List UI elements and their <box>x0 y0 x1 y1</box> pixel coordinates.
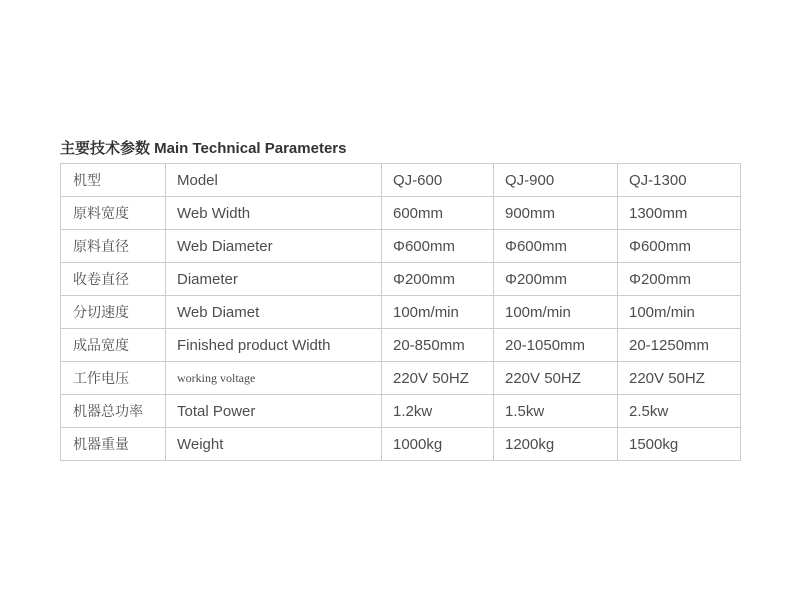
cell-value: 100m/min <box>382 296 494 329</box>
cell-value: Φ600mm <box>494 230 618 263</box>
table-row <box>61 263 741 296</box>
cell-value: QJ-1300 <box>618 164 741 197</box>
row-label-cn: 机型 <box>61 164 166 197</box>
table-row <box>61 230 741 263</box>
row-label-en: Diameter <box>166 263 382 296</box>
row-label-cn: 成品宽度 <box>61 329 166 362</box>
cell-value: 220V 50HZ <box>494 362 618 395</box>
cell-value: QJ-900 <box>494 164 618 197</box>
row-label-en: Web Diameter <box>166 230 382 263</box>
table-row <box>61 362 741 395</box>
cell-value: Φ200mm <box>494 263 618 296</box>
technical-parameters-table <box>60 163 741 461</box>
cell-value: 1300mm <box>618 197 741 230</box>
cell-value: QJ-600 <box>382 164 494 197</box>
row-label-cn: 收卷直径 <box>61 263 166 296</box>
row-label-en: Web Diamet <box>166 296 382 329</box>
row-label-cn: 分切速度 <box>61 296 166 329</box>
cell-value: 600mm <box>382 197 494 230</box>
cell-value: 20-850mm <box>382 329 494 362</box>
cell-value: Φ600mm <box>382 230 494 263</box>
cell-value: 100m/min <box>494 296 618 329</box>
cell-value: Φ600mm <box>618 230 741 263</box>
table-row <box>61 428 741 461</box>
cell-value: 900mm <box>494 197 618 230</box>
cell-value: 1000kg <box>382 428 494 461</box>
row-label-cn: 机器总功率 <box>61 395 166 428</box>
table-row <box>61 329 741 362</box>
cell-value: 1200kg <box>494 428 618 461</box>
row-label-en: Finished product Width <box>166 329 382 362</box>
cell-value: 220V 50HZ <box>382 362 494 395</box>
spec-section <box>60 140 740 461</box>
table-row <box>61 164 741 197</box>
table-row <box>61 197 741 230</box>
cell-value: 20-1050mm <box>494 329 618 362</box>
cell-value: 20-1250mm <box>618 329 741 362</box>
row-label-en: Web Width <box>166 197 382 230</box>
cell-value: 2.5kw <box>618 395 741 428</box>
cell-value: 1.2kw <box>382 395 494 428</box>
section-title: 主要技术参数 Main Technical Parameters <box>60 140 347 157</box>
cell-value: 100m/min <box>618 296 741 329</box>
row-label-cn: 机器重量 <box>61 428 166 461</box>
table-row <box>61 296 741 329</box>
row-label-en: Model <box>166 164 382 197</box>
row-label-en: working voltage <box>166 362 382 395</box>
cell-value: 1.5kw <box>494 395 618 428</box>
row-label-en: Weight <box>166 428 382 461</box>
table-row <box>61 395 741 428</box>
row-label-cn: 原料直径 <box>61 230 166 263</box>
row-label-cn: 工作电压 <box>61 362 166 395</box>
cell-value: Φ200mm <box>382 263 494 296</box>
row-label-cn: 原料宽度 <box>61 197 166 230</box>
cell-value: Φ200mm <box>618 263 741 296</box>
cell-value: 1500kg <box>618 428 741 461</box>
cell-value: 220V 50HZ <box>618 362 741 395</box>
row-label-en: Total Power <box>166 395 382 428</box>
